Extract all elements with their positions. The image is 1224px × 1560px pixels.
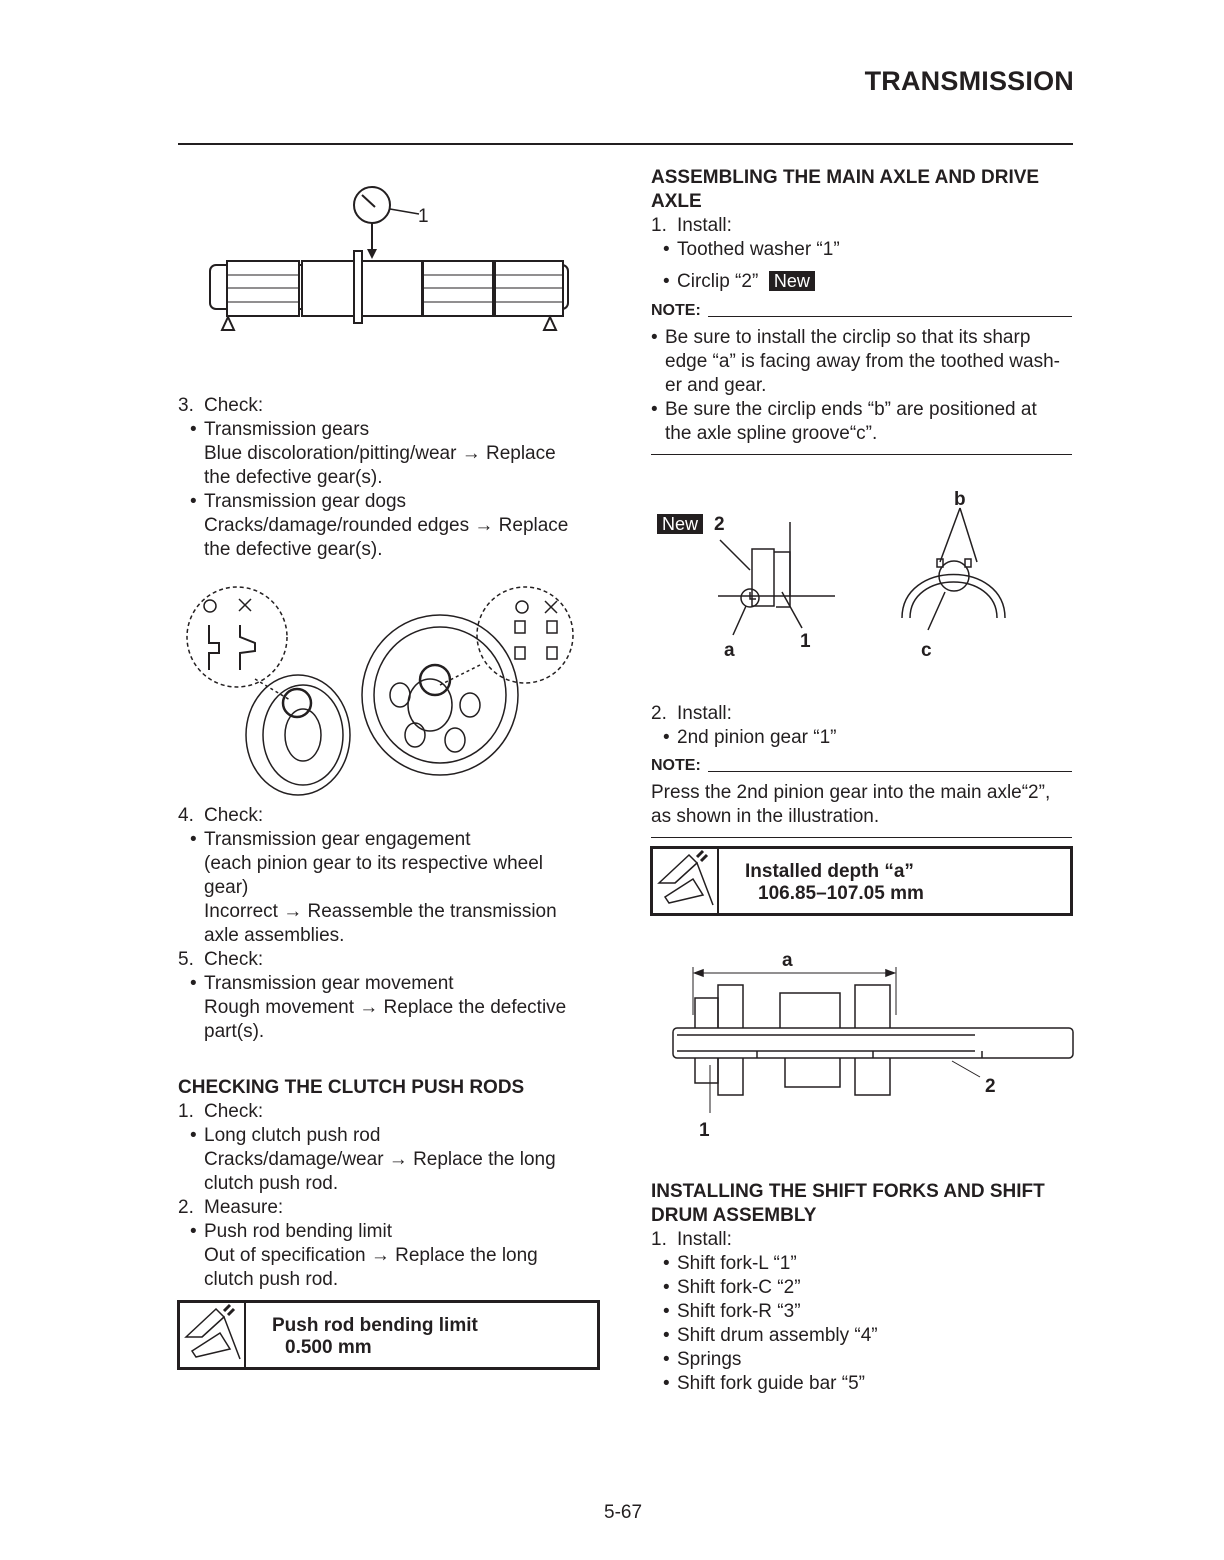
- fig2-label-2: 2: [985, 1076, 996, 1097]
- bullet-springs: • Springs: [663, 1349, 742, 1370]
- pushrod-step-1: 1. Check:: [178, 1101, 264, 1122]
- bullet-shift-fork-l: • Shift fork-L “1”: [663, 1253, 797, 1274]
- text-line: Blue discoloration/pitting/wear → Replace: [204, 443, 556, 464]
- spec-title: Installed depth “a”: [745, 861, 914, 882]
- section-heading-shift-forks-cont: DRUM ASSEMBLY: [651, 1205, 817, 1226]
- note-end-rule: [651, 454, 1072, 455]
- section-heading-assembling-cont: AXLE: [651, 191, 702, 212]
- fig1-callout-1: 1: [418, 206, 429, 227]
- spec-box-installed-depth: [650, 846, 1073, 916]
- step-3-check: 3. Check:: [178, 395, 264, 416]
- fig2-label-1: 1: [699, 1120, 710, 1141]
- note-underline: [708, 771, 1072, 772]
- text-line: gear): [204, 877, 249, 898]
- axle-runout-illustration: [205, 185, 575, 335]
- bullet-shift-fork-c: • Shift fork-C “2”: [663, 1277, 801, 1298]
- main-axle-illustration: [670, 965, 1070, 1115]
- note-underline: [708, 316, 1072, 317]
- bullet-transmission-gears: • Transmission gears: [190, 419, 370, 440]
- bullet-toothed-washer: • Toothed washer “1”: [663, 239, 840, 260]
- bullet-shift-drum: • Shift drum assembly “4”: [663, 1325, 878, 1346]
- bullet-bending-limit: • Push rod bending limit: [190, 1221, 392, 1242]
- assembling-step-2: 2. Install:: [651, 703, 732, 724]
- bullet-gear-movement: • Transmission gear movement: [190, 973, 454, 994]
- section-heading-shift-forks: INSTALLING THE SHIFT FORKS AND SHIFT: [651, 1181, 1045, 1202]
- note-label: NOTE:: [651, 757, 701, 774]
- circlip-illustration: [700, 500, 1040, 650]
- header-divider: [178, 143, 1073, 145]
- spec-box-bending-limit: [177, 1300, 600, 1370]
- text-line: Cracks/damage/rounded edges → Replace: [204, 515, 569, 536]
- note-bullet-sharp-edge: • Be sure to install the circlip so that its sharp: [651, 327, 1031, 348]
- text-line: the defective gear(s).: [204, 467, 383, 488]
- text-line: edge “a” is facing away from the toothed wash-: [665, 351, 1060, 372]
- text-line: Rough movement → Replace the defective: [204, 997, 567, 1018]
- step-4-check: 4. Check:: [178, 805, 264, 826]
- spec-value: 0.500 mm: [285, 1337, 372, 1358]
- fig-label-a: a: [724, 640, 735, 661]
- text-line: Incorrect → Reassemble the transmission: [204, 901, 557, 922]
- assembling-step-1: 1. Install:: [651, 215, 732, 236]
- spec-value: 106.85–107.05 mm: [758, 883, 924, 904]
- bullet-gear-dogs: • Transmission gear dogs: [190, 491, 407, 512]
- text-line: clutch push rod.: [204, 1269, 339, 1290]
- text-line: er and gear.: [665, 375, 767, 396]
- fig-label-1: 1: [800, 631, 811, 652]
- bullet-2nd-pinion-gear: • 2nd pinion gear “1”: [663, 727, 837, 748]
- shiftforks-step-1: 1. Install:: [651, 1229, 732, 1250]
- step-5-check: 5. Check:: [178, 949, 264, 970]
- fig-label-2: 2: [714, 514, 725, 535]
- text-line: (each pinion gear to its respective wheel: [204, 853, 544, 874]
- fig2-label-a: a: [782, 950, 793, 971]
- page-title: TRANSMISSION: [864, 66, 1074, 96]
- note-end-rule: [651, 837, 1072, 838]
- new-badge: New: [769, 271, 815, 291]
- page-number: 5-67: [604, 1502, 643, 1523]
- spec-title: Push rod bending limit: [272, 1315, 478, 1336]
- bullet-long-push-rod: • Long clutch push rod: [190, 1125, 381, 1146]
- text-line: as shown in the illustration.: [651, 806, 880, 827]
- bullet-shift-fork-r: • Shift fork-R “3”: [663, 1301, 801, 1322]
- text-line: Cracks/damage/wear → Replace the long: [204, 1149, 556, 1170]
- bullet-circlip: • Circlip “2” New: [663, 270, 815, 294]
- fig-label-b: b: [954, 489, 966, 510]
- fig-label-c: c: [921, 640, 932, 661]
- note-bullet-circlip-ends: • Be sure the circlip ends “b” are positioned at: [651, 399, 1037, 420]
- text-line: Out of specification → Replace the long: [204, 1245, 538, 1266]
- caliper-icon: [180, 1303, 246, 1367]
- text-line: axle assemblies.: [204, 925, 345, 946]
- text-line: part(s).: [204, 1021, 265, 1042]
- text-line: the axle spline groove“c”.: [665, 423, 878, 444]
- text-line: clutch push rod.: [204, 1173, 339, 1194]
- fig-new-badge: New: [657, 514, 703, 535]
- section-heading-push-rods: CHECKING THE CLUTCH PUSH RODS: [178, 1077, 525, 1098]
- note-label: NOTE:: [651, 302, 701, 319]
- text-line: the defective gear(s).: [204, 539, 383, 560]
- section-heading-assembling: ASSEMBLING THE MAIN AXLE AND DRIVE: [651, 167, 1040, 188]
- text-line: Press the 2nd pinion gear into the main axle“2”,: [651, 782, 1051, 803]
- bullet-guide-bar: • Shift fork guide bar “5”: [663, 1373, 865, 1394]
- caliper-icon: [653, 849, 719, 913]
- gear-dogs-illustration: [185, 585, 575, 800]
- pushrod-step-2: 2. Measure:: [178, 1197, 284, 1218]
- bullet-gear-engagement: • Transmission gear engagement: [190, 829, 471, 850]
